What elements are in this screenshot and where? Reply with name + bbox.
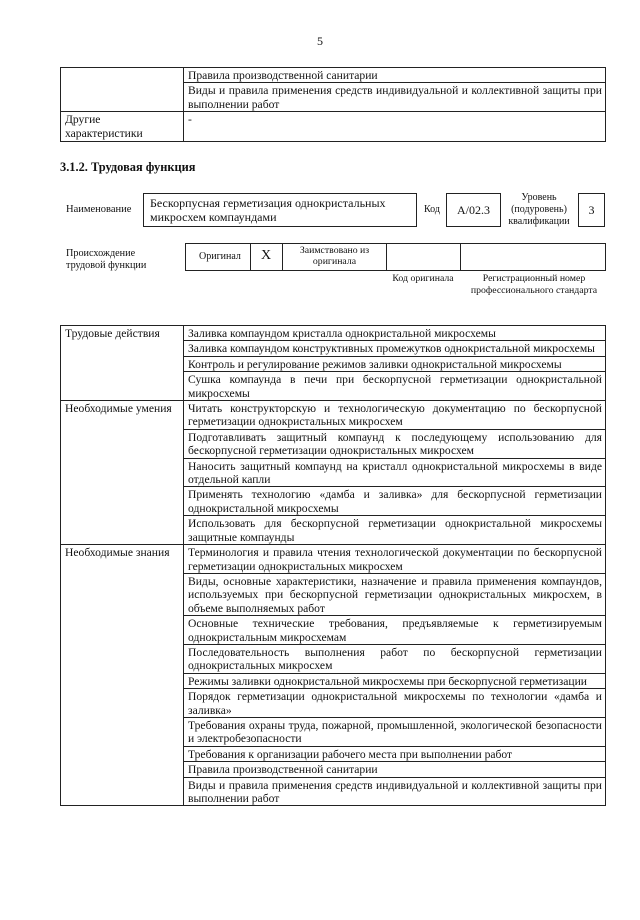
main-table bbox=[60, 325, 606, 806]
origin-box bbox=[185, 243, 606, 271]
code-label: Код bbox=[424, 204, 440, 215]
knowledge-label: Необходимые знания bbox=[61, 545, 184, 806]
top-row-item: Правила производственной санитарии bbox=[184, 68, 606, 83]
top-table bbox=[60, 67, 606, 142]
skill-item: Читать конструкторскую и технологическую документацию по бескорпусной герметизации однокристальных микросхем bbox=[184, 401, 606, 430]
labor-action-item: Сушка компаунда в печи при бескорпусной герметизации однокристальной микросхемы bbox=[184, 372, 606, 401]
section-title: 3.1.2. Трудовая функция bbox=[60, 160, 196, 174]
knowledge-item: Правила производственной санитарии bbox=[184, 762, 606, 777]
labor-action-item: Заливка компаундом кристалла однокристальной микросхемы bbox=[184, 326, 606, 341]
skill-item: Использовать для бескорпусной герметизации однокристальной микросхемы защитные компаунды bbox=[184, 516, 606, 545]
origin-divider bbox=[386, 243, 387, 271]
origin-label: Происхождение трудовой функции bbox=[66, 248, 147, 271]
borrowed-label: Заимствовано из оригинала bbox=[299, 245, 370, 267]
knowledge-item: Требования охраны труда, пожарной, промышленной, экологической безопасности и электробезопасности bbox=[184, 717, 606, 746]
code-original-caption: Код оригинала bbox=[392, 273, 454, 284]
skill-item: Наносить защитный компаунд на кристалл однокристальной микросхемы в виде отдельной капли bbox=[184, 458, 606, 487]
skill-item: Подготавливать защитный компаунд к последующему использованию для бескорпусной герметизации однокристальных микросхем bbox=[184, 429, 606, 458]
knowledge-item: Последовательность выполнения работ по бескорпусной герметизации однокристальных микросхем bbox=[184, 644, 606, 673]
labor-actions-label: Трудовые действия bbox=[61, 326, 184, 401]
other-characteristics-value: - bbox=[184, 112, 606, 142]
labor-action-item: Контроль и регулирование режимов заливки однокристальной микросхемы bbox=[184, 356, 606, 371]
level-value: 3 bbox=[578, 193, 605, 227]
knowledge-item: Виды, основные характеристики, назначение и правила применения компаундов, используемых при бескорпусной герметизации однокристальных микросхем, в объеме выполняемых работ bbox=[184, 573, 606, 615]
knowledge-item: Порядок герметизации однокристальной микросхемы по технологии «дамба и заливка» bbox=[184, 689, 606, 718]
origin-divider bbox=[460, 243, 461, 271]
original-mark: X bbox=[260, 248, 272, 263]
knowledge-item: Терминология и правила чтения технологической документации по бескорпусной герметизации однокристальных микросхем bbox=[184, 545, 606, 574]
original-label: Оригинал bbox=[199, 251, 241, 262]
labor-action-item: Заливка компаундом конструктивных промежутков однокристальной микросхемы bbox=[184, 341, 606, 356]
name-value: Бескорпусная герметизация однокристальных микросхем компаундами bbox=[143, 193, 417, 227]
knowledge-item: Режимы заливки однокристальной микросхемы при бескорпусной герметизации bbox=[184, 673, 606, 688]
page-number: 5 bbox=[317, 34, 323, 48]
reg-number-caption: Регистрационный номер профессионального стандарта bbox=[470, 273, 598, 296]
other-characteristics-label: Другие характеристики bbox=[61, 112, 184, 142]
skill-item: Применять технологию «дамба и заливка» для бескорпусной герметизации однокристальной микросхемы bbox=[184, 487, 606, 516]
name-label: Наименование bbox=[66, 204, 132, 215]
top-row-label-empty bbox=[61, 68, 184, 112]
code-value: А/02.3 bbox=[446, 193, 501, 227]
knowledge-item: Основные технические требования, предъявляемые к герметизируемым однокристальным микросхемам bbox=[184, 616, 606, 645]
knowledge-item: Требования к организации рабочего места при выполнении работ bbox=[184, 746, 606, 761]
knowledge-item: Виды и правила применения средств индивидуальной и коллективной защиты при выполнении работ bbox=[184, 777, 606, 806]
top-row-item: Виды и правила применения средств индивидуальной и коллективной защиты при выполнении работ bbox=[184, 83, 606, 112]
level-label: Уровень (подуровень) квалификации bbox=[508, 192, 570, 227]
skills-label: Необходимые умения bbox=[61, 401, 184, 545]
